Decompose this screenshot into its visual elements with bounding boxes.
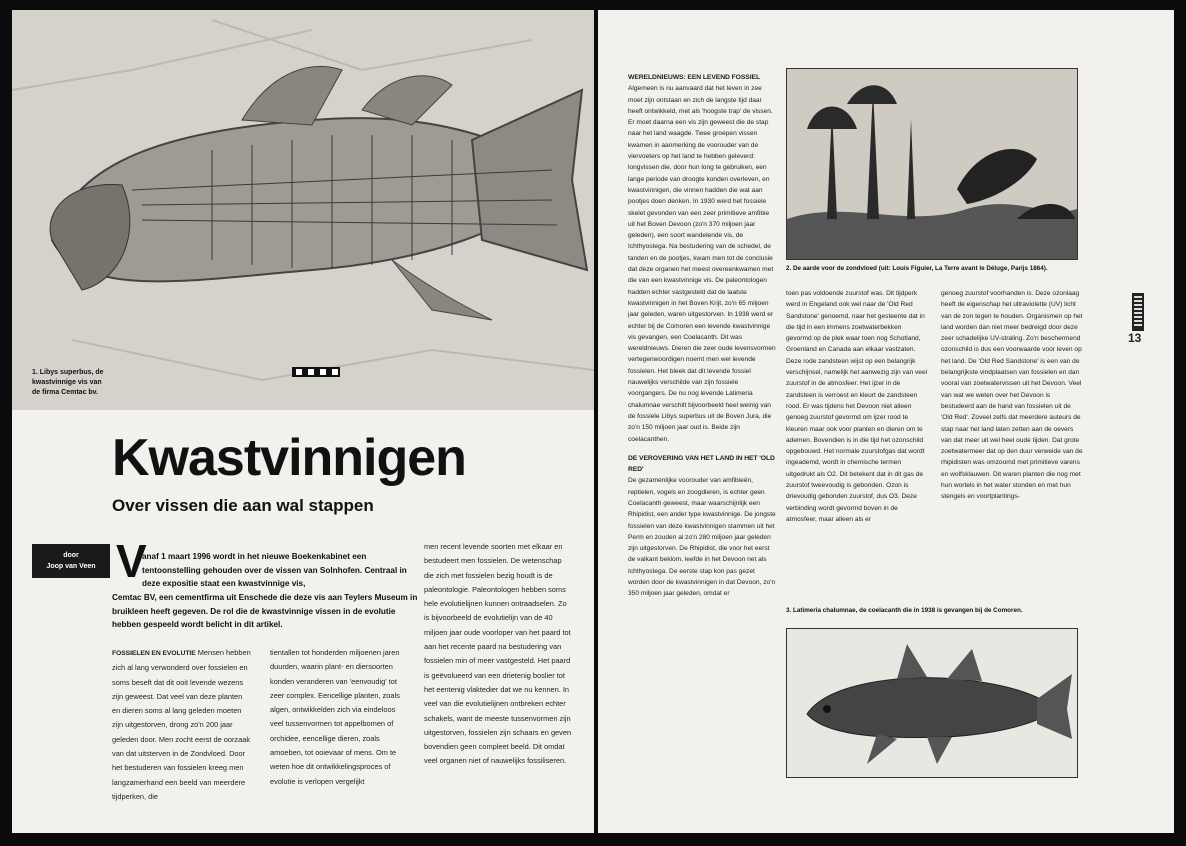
left-column-3: men recent levende soorten met elkaar en bestudeert men fossielen. De wetenschap die zich met fossielen bezig houdt is de paleontologie. Paleontologen hebben soms hele evolutielijnen kunnen ontraadselen. Zo is bijvoorbeeld de evolutielijn van de 40 miljoen jaar oude voorloper van het paard tot aan het recente paard na bestudering van fossielen min of meer vastgesteld. Het paard is geëvolueerd van een drietenig boslier tot het eentenig vlaktedier dat we nu kennen. In veel van die evolutielijnen ontbreken echter schakels, want de meeste tussenvormen zijn uitgestorven, fossielen zijn schaars en geven bovendien geen compleet beeld. Dit omdat veel organen niet of nauwelijks fossiliseren. xyxy=(424,542,572,766)
left-column-1: FOSSIELEN EN EVOLUTIE Mensen hebben zich al lang verwonderd over fossielen en soms beseft dat dit ooit levende wezens zijn geweest. Dat veel van deze planten en dieren soms al lang geleden moeten zijn uitgestorven, drong zo'n 200 jaar geleden door. Men zocht eerst de oorzaak van dat uitsterven in de Zondvloed. Door het bestuderen van fossielen kreeg men langzamerhand een beeld van meerdere tijdperken, die xyxy=(112,648,251,801)
article-subtitle: Over vissen die aan wal stappen xyxy=(112,496,374,515)
left-column-2: tientallen tot honderden miljoenen jaren duurden, waarin plant- en diersoorten konden veranderen van 'eenvoudig' tot zeer complex. Eencellige planten, zoals algen, ontwikkelden zich via eindeloos veel tussenvormen tot appelbomen of orchidee, eencellige dieren, zoals amoeben, tot ooievaar of mens. Om te weten hoe dit ontwikkelingsproces of evolutie is verlopen vergelijkt xyxy=(270,648,400,786)
intro-paragraph-1: anaf 1 maart 1996 wordt in het nieuwe Boekenkabinet een tentoonstelling gehouden over de vissen van Solnhofen. Centraal in deze expositie staat een kwastvinnige vis, xyxy=(142,552,407,588)
prehistoric-scene-image xyxy=(786,68,1078,260)
magazine-side-tab xyxy=(1132,293,1144,331)
fossil-photo xyxy=(12,10,594,410)
prehistoric-landscape-icon xyxy=(787,69,1077,259)
intro-paragraph-2: Cemtac BV, een cementfirma uit Enschede die deze vis aan Teylers Museum in bruikleen heeft gegeven. De rol die de kwastvinnige vissen in de evolutie hebben gespeeld wordt belicht in dit artikel. xyxy=(112,593,418,629)
byline-box: door Joop van Veen xyxy=(32,544,110,578)
right-page xyxy=(598,10,1174,833)
right-column-2: toen pas voldoende zuurstof was. Dit tijdperk werd in Engeland ook wel naar de 'Old Red Sandstone' genoemd, naar het gesteente dat in die tijd in een immens zoetwaterbekken gevormd op de plek waar toen nog Schotland, Groenland en Canada aan elkaar vastzaten. Deze rode zandsteen wijst op een belangrijk verschijnsel, namelijk het aanwezig zijn van veel zuurstof in de atmosfeer. Het ijzer in de zandsteen is verroest en kleurt de zandsteen rood. Er was tijdens het Devoon niet alleen genoeg zuurstof gevormd om ijzer rood te kleuren maar ook voor planten en dieren om te ademen. Bovendien is in die tijd het ozonschild opgebouwd. Het normale zuurstofgas dat wordt ingeademd, wordt in chemische termen uitgedrukt als O2. Dit betekent dat in dit gas de zuurstof tweevoudig is gebonden. Ozon is drievoudig gebonden zuurstof, dus O3. Deze verbinding wordt gevormd boven in de atmosfeer, maar alleen als er xyxy=(786,290,928,523)
image-caption-bottom: 3. Latimeria chalumnae, de coelacanth die in 1938 is gevangen bij de Comoren. xyxy=(786,607,1023,614)
right-column-3: genoeg zuurstof voorhanden is. Deze ozonlaag heeft de eigenschap het ultraviolette (UV) licht van de zon tegen te houden. Organismen op het land worden dan niet meer bedreigd door deze zeer schadelijke UV-straling. Zo'n beschermend ozonschild is dus een voorwaarde voor leven op het land. De 'Old Red Sandstone' is een van de belangrijkste vindplaatsen van fossielen en dan vooral van zoetwatervissen uit het Devoon. Veel van wat we weten over het Devoon is bestudeerd aan de hand van fossielen uit de 'Old Red'. Zoveel zelfs dat meerdere auteurs de stap naar het land laten zetten aan de oevers van dat meer uit wel heel oude tijden. Dat grote zoetwatermeer dat op den duur verweide van de rhipidisten was omzoomd met primitieve varens en wolfsklauwen. Dit waren planten die nog met hun wortels in het water stonden en met hun stengels en voortplantings- xyxy=(941,290,1083,501)
left-page xyxy=(12,10,594,833)
photo-caption: 1. Libys superbus, de kwastvinnige vis van de firma Cemtac bv. xyxy=(32,369,104,396)
image-caption-top: 2. De aarde voor de zondvloed (uit: Louis Figuier, La Terre avant le Déluge, Parijs 1864). xyxy=(786,265,1048,272)
coelacanth-image xyxy=(786,628,1078,778)
drop-cap: V xyxy=(116,535,147,587)
coelacanth-icon xyxy=(787,629,1077,777)
right-column-1: WERELDNIEUWS: EEN LEVEND FOSSIEL Algemeen is nu aanvaard dat het leven in zee moet zijn ontstaan en zich de langste tijd daar heeft ontwikkeld, met als 'hoogste trap' de vissen. Er moet daarna een vis zijn geweest die de stap naar het land waagde. Twee groepen vissen kwamen in aanmerking de voorouder van de viervoeters op het land te hebben geleverd: longvissen die, door hun long te gebruiken, een lange periode van droogte konden overleven, en kwastvinnigen, die vinnen hadden die wat aan pootjes doen denken. In 1930 werd het fossiele skelet gevonden van een zeer primitieve amfibie uit het Boven Devoon (zo'n 370 miljoen jaar geleden), een soort wandelende vis, de Ichthyostega. Na bestudering van de schedel, de tanden en de pootjes, kwam men tot de conclusie dat deze organen het meest overeenkwamen met die van een kwastvinnige vis. De paleontologen hadden echter vastgesteld dat de laatste kwastvinnigen in het Boven Krijt, zo'n 65 miljoen jaar geleden, waren uitgestorven. In 1938 werd er echter bij de Comoren een levende kwastvinnige vis gevangen, een Coelacanth. Dit was wereldnieuws. Dieren die zeer oude levensvormen vertegenwoordigen noemt men wel levende fossielen. Het bleek dat dit levende fossiel nauwelijks verschilde van zijn fossiele voorgangers. De nu nog levende Latimeria chalumnae verschilt bijvoorbeeld heel weinig van de fossiele Libys superbus uit de Boven Jura, die zo'n 150 miljoen jaar oud is. Beide zijn coelacanthen. DE VEROVERING VAN HET LAND IN HET 'OLD RED' De gezamenlijke voorouder van amfibieën, reptielen, vogels en zoogdieren, is echter geen Coelacanth geweest, maar waarschijnlijk een Rhipidist, een ander type kwastvinnige. De jongste fossielen van deze kwastvinnigen stammen uit het Perm en zouden al zo'n 280 miljoen jaar geleden zijn uitgestorven. De Rhipidist, die voor het eerst de valkant beklom, leefde in het Devoon net als Ichthyostega. De eerste stap kon pas gezet worden door de kwastvinnigen in dat Devoon, zo'n 350 miljoen jaar geleden, omdat er xyxy=(628,74,776,598)
page-number: 13 xyxy=(1128,331,1142,345)
fossil-fish-icon xyxy=(12,10,594,410)
article-title: Kwastvinnigen xyxy=(112,429,466,487)
